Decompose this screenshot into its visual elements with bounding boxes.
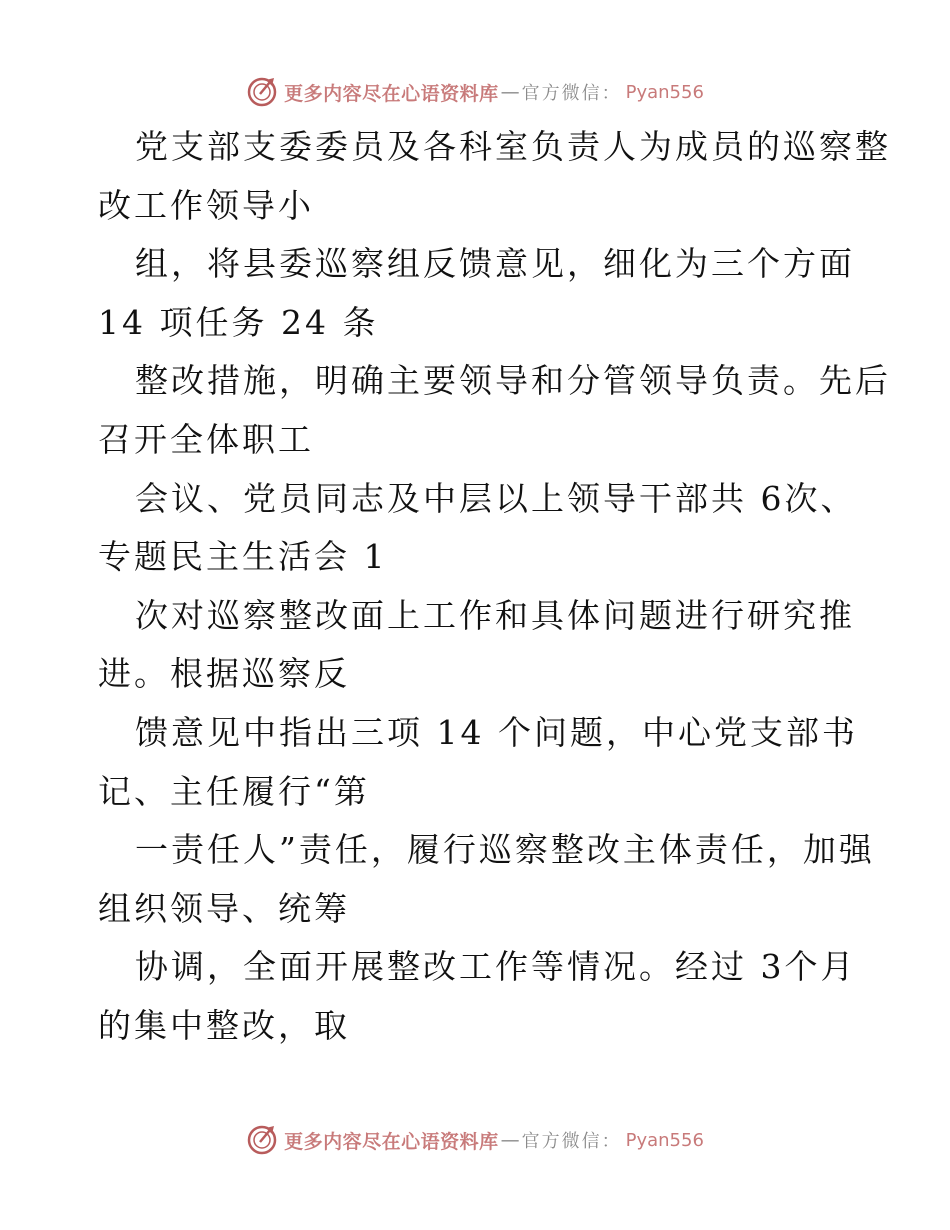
text-line: 次对巡察整改面上工作和具体问题进行研究推: [135, 595, 855, 635]
document-body: [98, 118, 891, 1056]
watermark-separator: —: [500, 81, 520, 103]
text-line: 召开全体职工: [98, 419, 314, 459]
text-line: 协调，全面开展整改工作等情况。经过 3个月: [135, 947, 857, 987]
watermark-brand-text: 更多内容尽在心语资料库: [284, 1130, 499, 1153]
text-line: 14 项任务 24 条: [98, 302, 379, 342]
watermark-wechat-id: Pyan556: [625, 81, 704, 103]
pen-circle-icon: [246, 1124, 278, 1156]
text-line: 组织领导、统筹: [98, 888, 350, 928]
text-line: 整改措施，明确主要领导和分管领导负责。先后: [135, 361, 891, 401]
text-line: 进。根据巡察反: [98, 654, 350, 694]
header-watermark: [0, 72, 950, 112]
text-line: 的集中整改，取: [98, 1005, 350, 1045]
text-line: 党支部支委委员及各科室负责人为成员的巡察整: [135, 127, 891, 166]
watermark-official-label: 官方微信：: [521, 1131, 622, 1152]
footer-watermark: [0, 1120, 950, 1160]
text-line: 专题民主生活会 1: [98, 537, 388, 577]
watermark-official-label: 官方微信：: [521, 83, 622, 104]
text-line: 改工作领导小: [98, 185, 314, 225]
watermark-brand-text: 更多内容尽在心语资料库: [284, 82, 499, 105]
watermark-separator: —: [500, 1129, 520, 1151]
text-line: 组，将县委巡察组反馈意见，细化为三个方面: [135, 244, 855, 284]
text-line: 记、主任履行“第: [98, 771, 370, 811]
text-line: 一责任人”责任，履行巡察整改主体责任，加强: [135, 830, 875, 870]
pen-circle-icon: [246, 76, 278, 108]
text-line: 馈意见中指出三项 14 个问题，中心党支部书: [135, 712, 858, 752]
watermark-wechat-id: Pyan556: [625, 1129, 704, 1151]
text-line: 会议、党员同志及中层以上领导干部共 6次、: [135, 478, 857, 518]
